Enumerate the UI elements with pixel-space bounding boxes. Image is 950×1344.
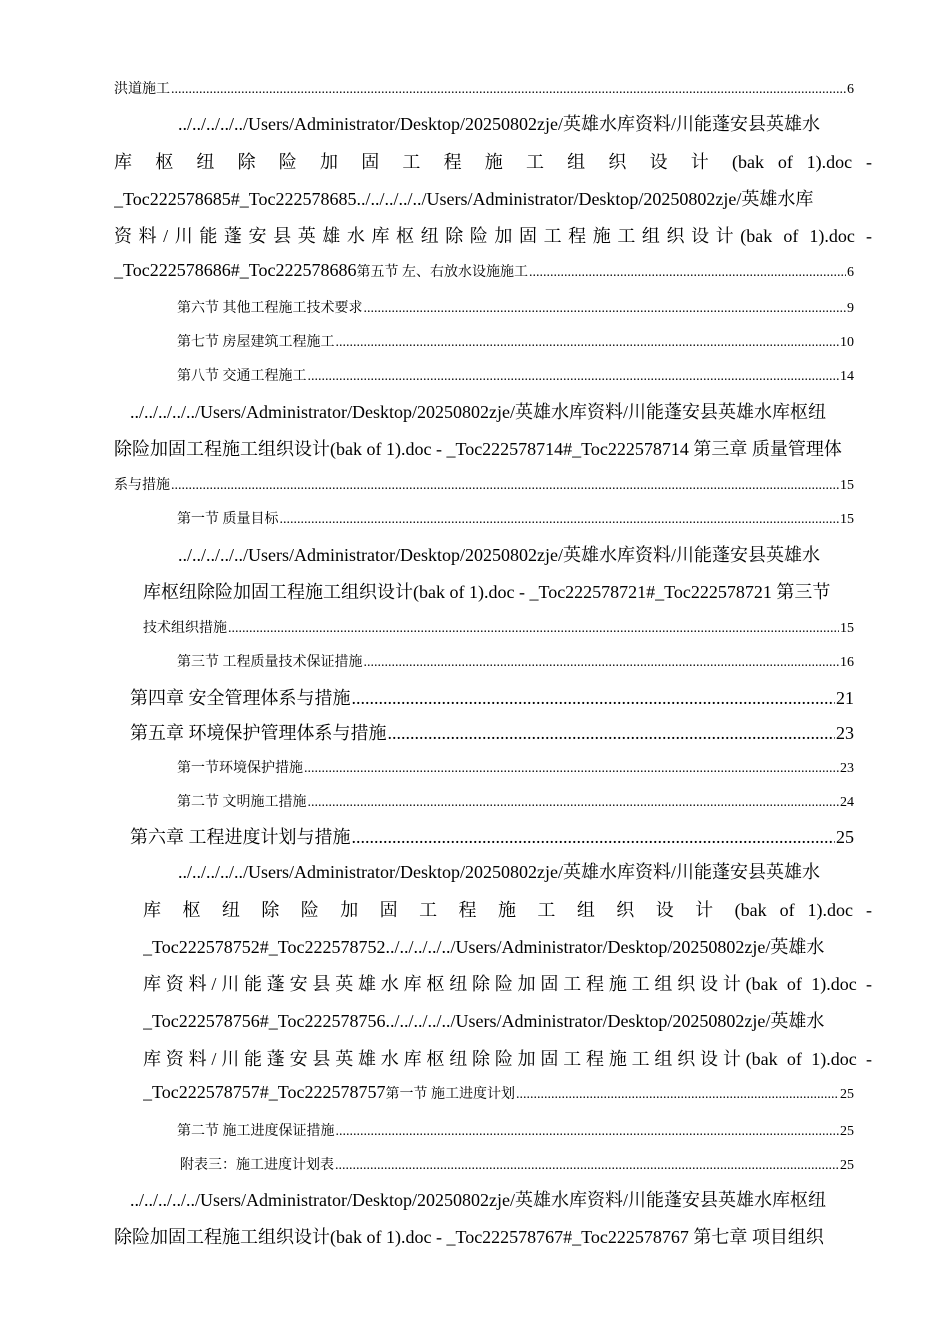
toc-entry[interactable] [180, 1154, 854, 1174]
toc-entry[interactable] [177, 1120, 854, 1140]
toc-entry[interactable] [177, 297, 854, 317]
toc-chapter-entry[interactable] [130, 823, 854, 849]
toc-entry-page: 25 [840, 1087, 854, 1102]
toc-leader [308, 369, 840, 385]
toc-entry[interactable] [114, 260, 854, 281]
toc-entry-title: 第八节 交通工程施工 [177, 369, 307, 384]
toc-entry[interactable] [143, 617, 854, 637]
toc-entry-link-prefix: _Toc222578757#_Toc222578757 [143, 1082, 386, 1102]
toc-entry-page: 15 [840, 621, 854, 636]
toc-entry-page: 9 [847, 301, 854, 316]
toc-leader [529, 265, 846, 281]
toc-leader [304, 761, 839, 777]
toc-entry-title: 第一节环境保护措施 [177, 761, 303, 776]
toc-entry-title: 第一节 施工进度计划 [385, 1087, 515, 1102]
toc-entry-page: 10 [840, 335, 854, 350]
toc-entry-title: 第七节 房屋建筑工程施工 [177, 335, 335, 350]
toc-entry-title: 系与措施 [114, 478, 170, 493]
hyperlink-text-line[interactable]: ../../../../../Users/Administrator/Desktop/20250802zje/英雄水库资料/川能蓬安县英雄水 [178, 862, 820, 882]
toc-entry-page: 15 [840, 478, 854, 493]
toc-entry-title: 第一节 质量目标 [177, 512, 279, 527]
hyperlink-text-line[interactable]: 库 枢 纽 除 险 加 固 工 程 施 工 组 织 设 计 (bak of 1).doc - [143, 900, 872, 920]
hyperlink-text-line[interactable]: 库 枢 纽 除 险 加 固 工 程 施 工 组 织 设 计 (bak of 1).doc - [114, 152, 872, 172]
toc-leader [364, 301, 847, 317]
toc-leader [336, 335, 840, 351]
toc-entry[interactable] [177, 757, 854, 777]
toc-entry-title: 第四章 安全管理体系与措施 [130, 688, 351, 708]
toc-entry-title: 第六章 工程进度计划与措施 [130, 827, 351, 847]
toc-leader [308, 795, 840, 811]
toc-entry[interactable] [177, 365, 854, 385]
toc-leader [364, 655, 840, 671]
toc-chapter-entry[interactable] [130, 684, 854, 710]
toc-entry-title: 附表三：施工进度计划表 [180, 1158, 334, 1173]
toc-entry-title: 洪道施工 [114, 82, 170, 97]
hyperlink-text-line[interactable]: _Toc222578752#_Toc222578752../../../../../Users/Administrator/Desktop/20250802zje/英雄水 [143, 937, 825, 957]
toc-entry-title: 第五章 环境保护管理体系与措施 [130, 723, 387, 743]
toc-entry[interactable] [177, 331, 854, 351]
toc-entry-page: 6 [847, 82, 854, 97]
toc-entry[interactable] [114, 474, 854, 494]
hyperlink-text-line[interactable]: _Toc222578756#_Toc222578756../../../../../Users/Administrator/Desktop/20250802zje/英雄水 [143, 1011, 825, 1031]
toc-leader [335, 1158, 839, 1174]
hyperlink-text-line[interactable]: 除险加固工程施工组织设计(bak of 1).doc - _Toc222578714#_Toc222578714 第三章 质量管理体 [114, 439, 842, 459]
toc-entry-page: 6 [847, 265, 854, 280]
hyperlink-text-line[interactable]: _Toc222578685#_Toc222578685../../../../../Users/Administrator/Desktop/20250802zje/英雄水库 [114, 189, 814, 209]
hyperlink-text-line[interactable]: 除险加固工程施工组织设计(bak of 1).doc - _Toc222578767#_Toc222578767 第七章 项目组织 [114, 1227, 824, 1247]
toc-entry-page: 15 [840, 512, 854, 527]
hyperlink-text-line[interactable]: ../../../../../Users/Administrator/Desktop/20250802zje/英雄水库资料/川能蓬安县英雄水库枢纽 [130, 1190, 826, 1210]
toc-entry[interactable] [143, 1082, 854, 1103]
hyperlink-text-line[interactable]: ../../../../../Users/Administrator/Desktop/20250802zje/英雄水库资料/川能蓬安县英雄水库枢纽 [130, 402, 826, 422]
toc-entry[interactable] [177, 508, 854, 528]
toc-entry-title: 第六节 其他工程施工技术要求 [177, 301, 363, 316]
toc-leader [388, 723, 836, 744]
toc-leader [336, 1124, 840, 1140]
toc-chapter-entry[interactable] [130, 719, 854, 745]
toc-entry-page: 23 [840, 761, 854, 776]
toc-entry-title: 第五节 左、右放水设施施工 [356, 265, 528, 280]
toc-entry-title: 第三节 工程质量技术保证措施 [177, 655, 363, 670]
toc-entry-page: 25 [840, 1124, 854, 1139]
toc-entry-page: 23 [836, 723, 854, 743]
toc-entry-page: 25 [840, 1158, 854, 1173]
toc-entry-page: 24 [840, 795, 854, 810]
hyperlink-text-line[interactable]: 库枢纽除险加固工程施工组织设计(bak of 1).doc - _Toc222578721#_Toc222578721 第三节 [143, 582, 831, 602]
toc-entry-title: 第二节 文明施工措施 [177, 795, 307, 810]
hyperlink-text-line[interactable]: ../../../../../Users/Administrator/Desktop/20250802zje/英雄水库资料/川能蓬安县英雄水 [178, 114, 820, 134]
hyperlink-text-line[interactable]: 资料/川能蓬安县英雄水库枢纽除险加固工程施工组织设计(bak of 1).doc - [114, 226, 872, 246]
toc-entry-title: 技术组织措施 [143, 621, 227, 636]
toc-entry-page: 14 [840, 369, 854, 384]
toc-entry-page: 21 [836, 688, 854, 708]
toc-leader [171, 478, 839, 494]
hyperlink-text-line[interactable]: 库资料/川能蓬安县英雄水库枢纽除险加固工程施工组织设计(bak of 1).doc - [143, 974, 872, 994]
hyperlink-text-line[interactable]: ../../../../../Users/Administrator/Desktop/20250802zje/英雄水库资料/川能蓬安县英雄水 [178, 545, 820, 565]
toc-leader [352, 688, 836, 709]
toc-leader [228, 621, 839, 637]
toc-leader [280, 512, 840, 528]
toc-entry-page: 25 [836, 827, 854, 847]
toc-leader [516, 1087, 839, 1103]
toc-leader [352, 827, 836, 848]
toc-entry[interactable] [177, 791, 854, 811]
toc-leader [171, 82, 846, 98]
toc-entry-title: 第二节 施工进度保证措施 [177, 1124, 335, 1139]
toc-entry-page: 16 [840, 655, 854, 670]
toc-entry[interactable] [177, 651, 854, 671]
toc-entry-link-prefix: _Toc222578686#_Toc222578686 [114, 260, 357, 280]
hyperlink-text-line[interactable]: 库资料/川能蓬安县英雄水库枢纽除险加固工程施工组织设计(bak of 1).doc - [143, 1049, 872, 1069]
toc-entry[interactable] [114, 78, 854, 98]
